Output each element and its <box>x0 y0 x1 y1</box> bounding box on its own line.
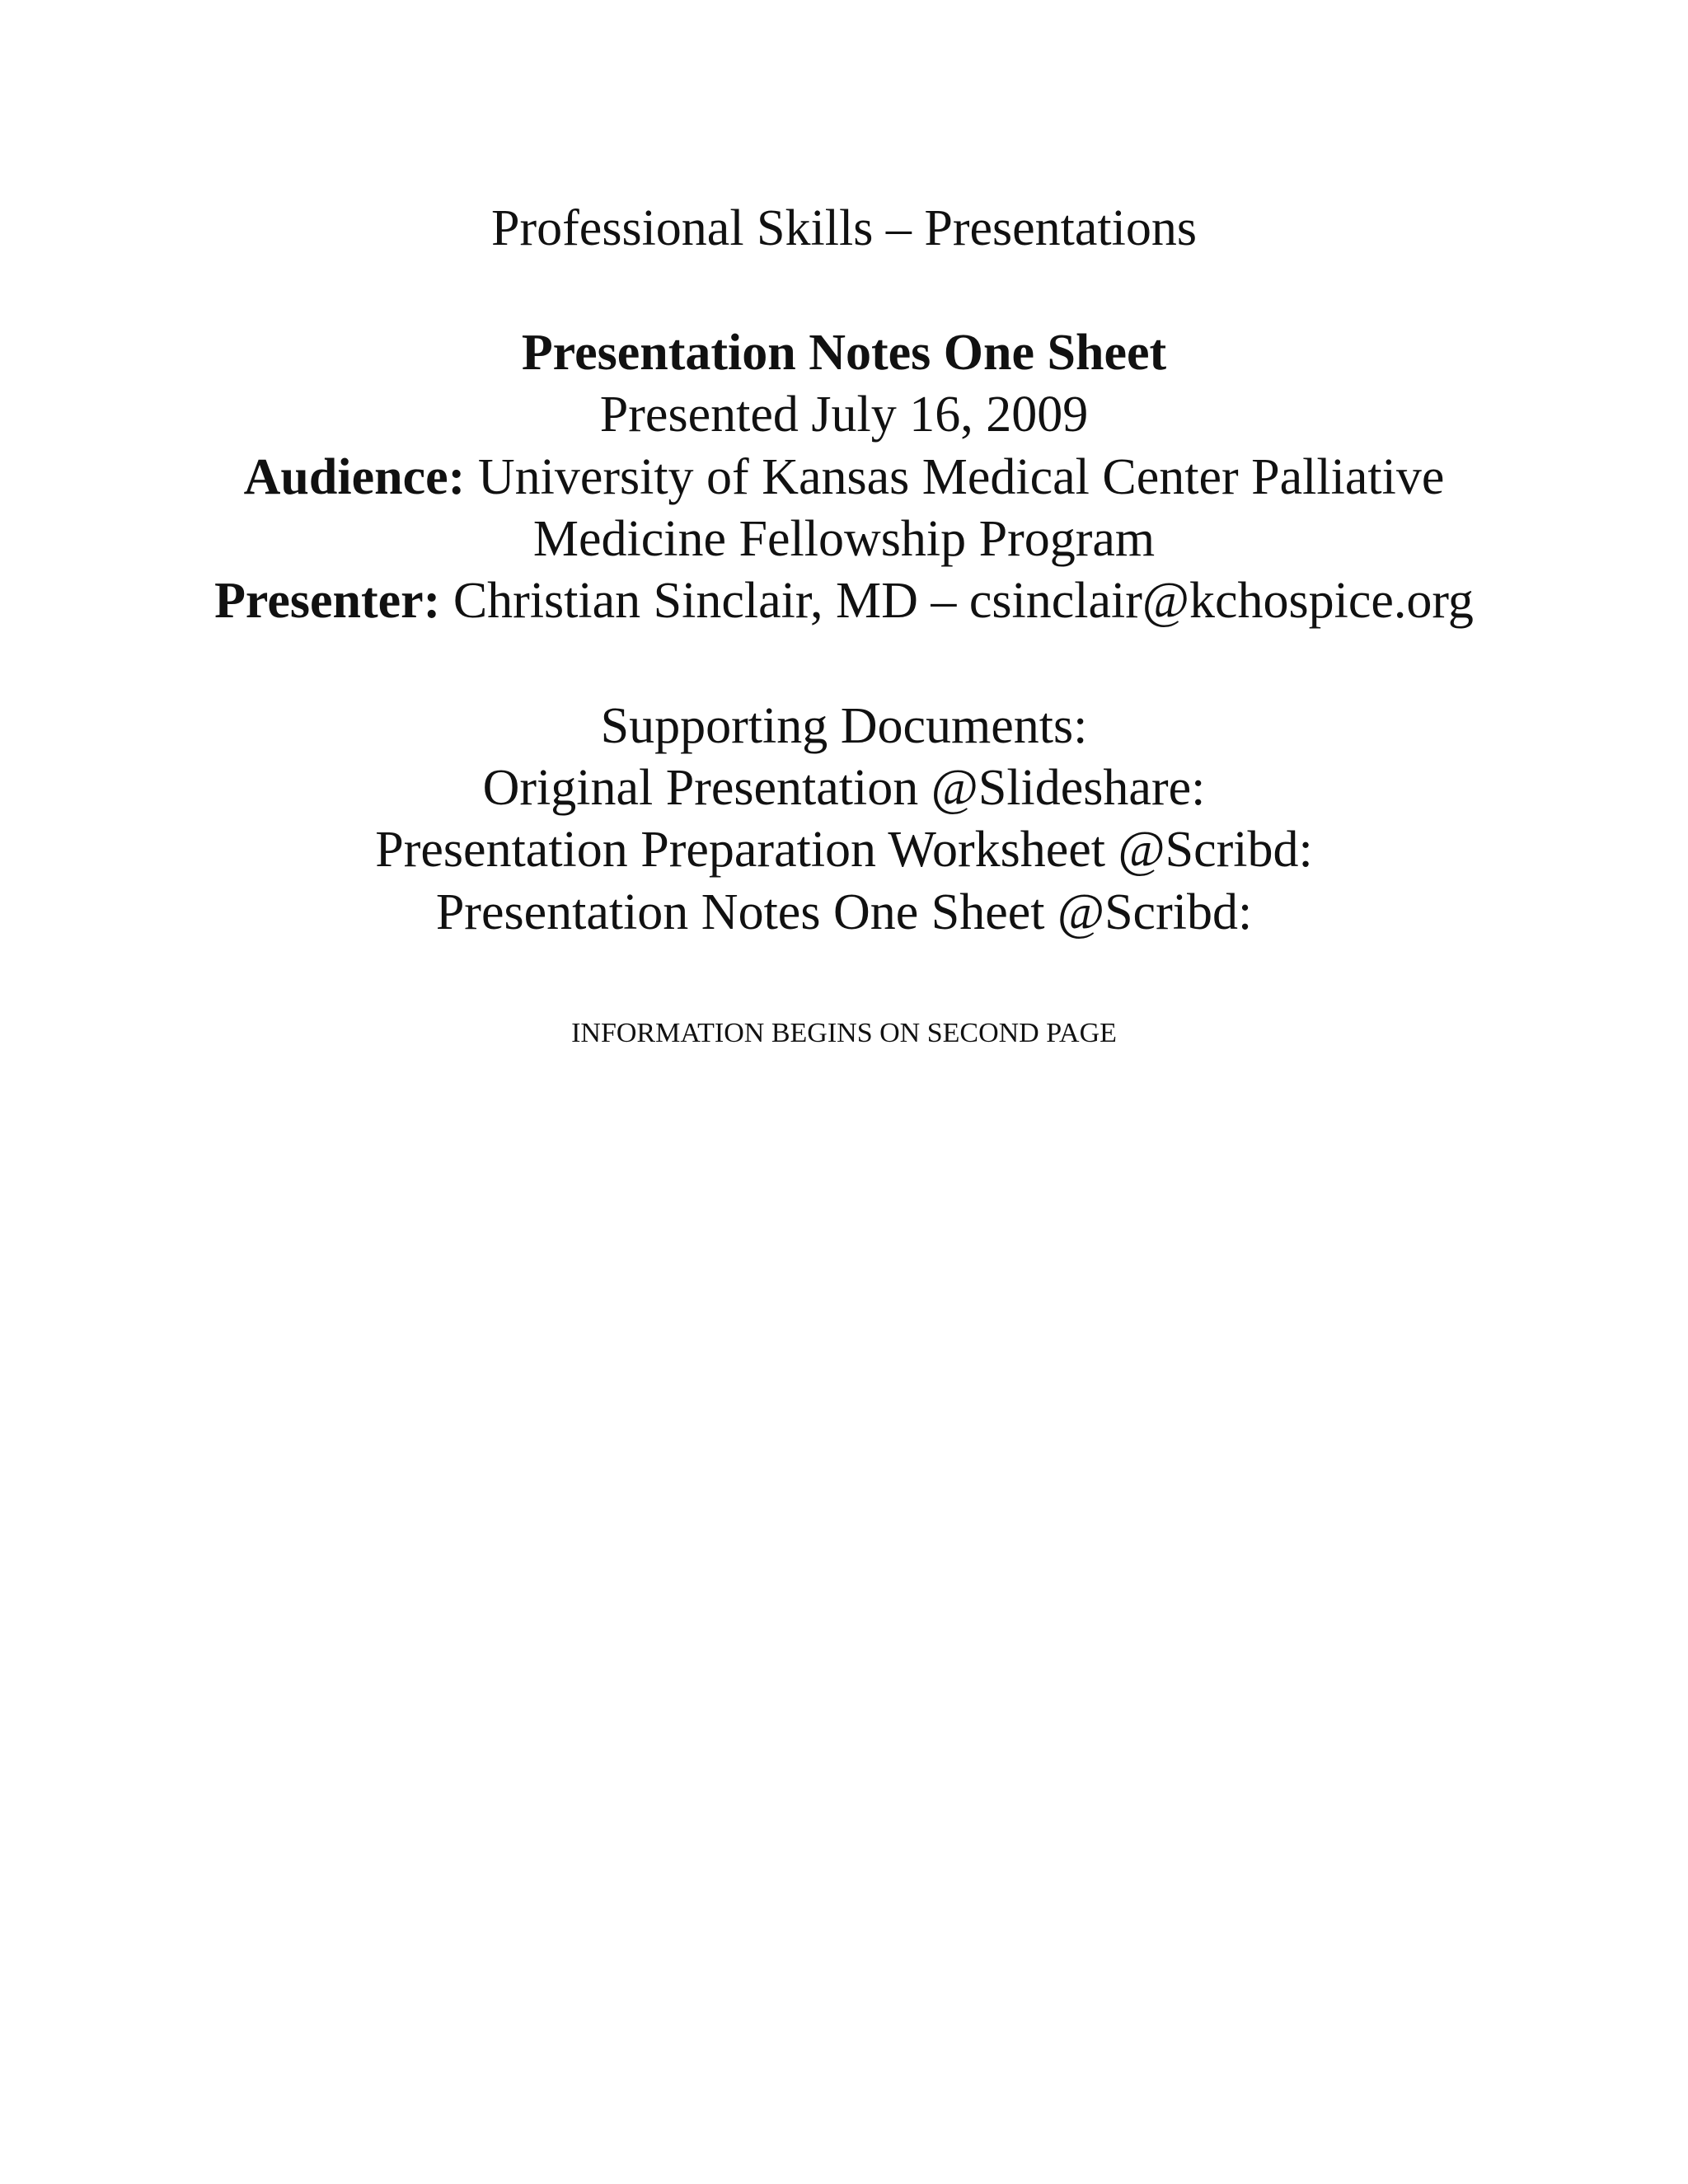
presenter-value: Christian Sinclair, MD – csinclair@kchospice.org <box>440 573 1474 629</box>
audience-value: University of Kansas Medical Center Palliative <box>465 449 1445 505</box>
presented-date: Presented July 16, 2009 <box>599 387 1089 443</box>
document-title: Presentation Notes One Sheet <box>521 325 1167 381</box>
presenter-line <box>0 573 1688 629</box>
presenter-label: Presenter: <box>214 573 441 629</box>
information-notice: INFORMATION BEGINS ON SECOND PAGE <box>571 1018 1117 1048</box>
audience-line-continued: Medicine Fellowship Program <box>532 511 1156 567</box>
supporting-document-item: Presentation Notes One Sheet @Scribd: <box>435 884 1253 940</box>
audience-label: Audience: <box>243 449 466 505</box>
supporting-document-item: Original Presentation @Slideshare: <box>482 760 1206 816</box>
supporting-documents-heading: Supporting Documents: <box>600 698 1088 754</box>
audience-line <box>0 449 1688 505</box>
course-heading: Professional Skills – Presentations <box>491 200 1197 256</box>
supporting-document-item: Presentation Preparation Worksheet @Scribd: <box>375 822 1313 878</box>
